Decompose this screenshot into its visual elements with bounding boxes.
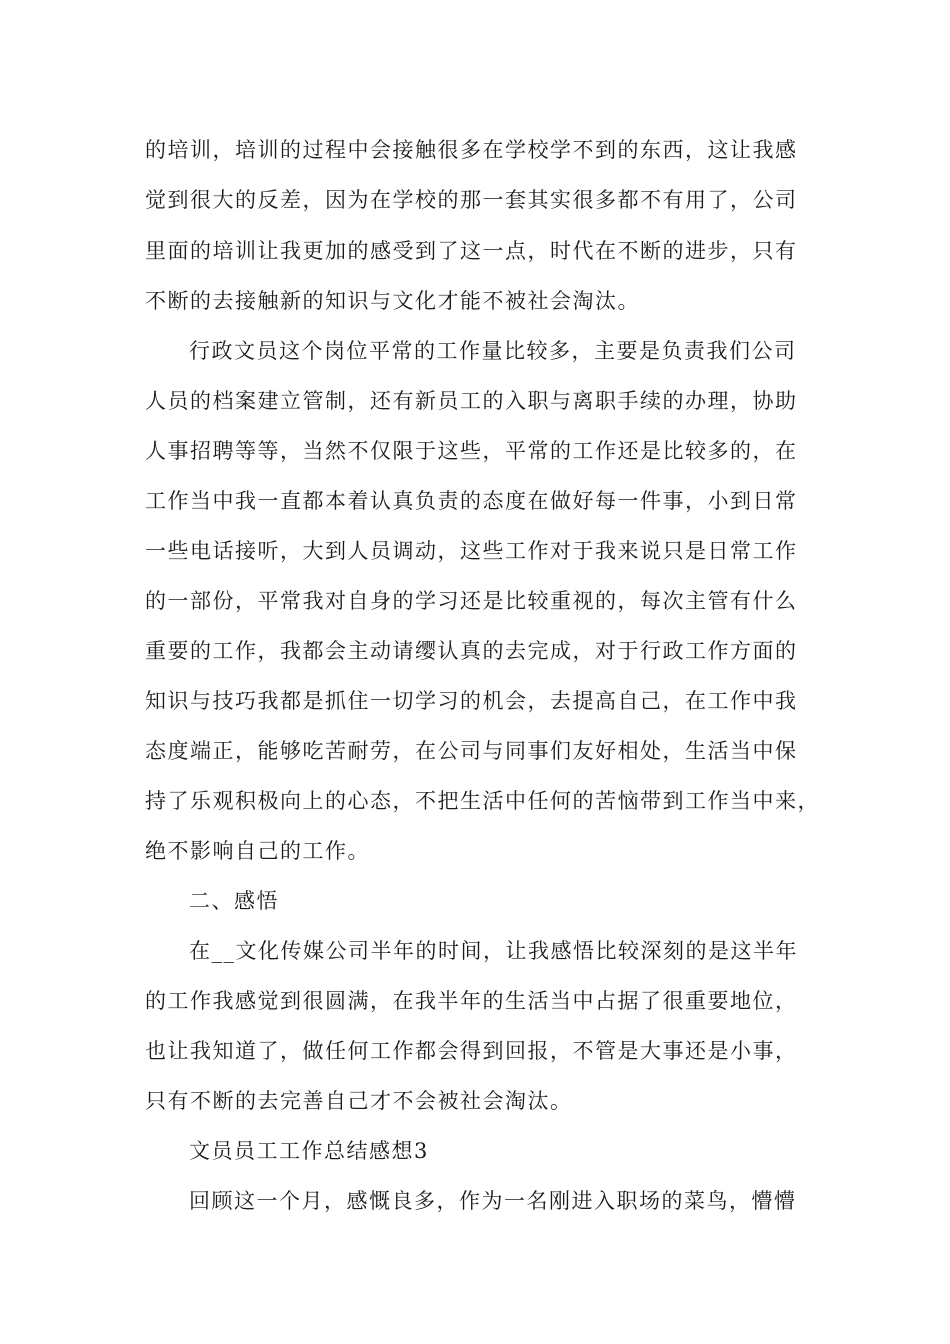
article-title: 文员员工工作总结感想3 xyxy=(189,1139,429,1163)
paragraph-line: 觉到很大的反差，因为在学校的那一套其实很多都不有用了，公司 xyxy=(145,188,798,212)
paragraph-line: 只有不断的去完善自己才不会被社会淘汰。 xyxy=(145,1089,573,1113)
paragraph-line: 回顾这一个月，感慨良多，作为一名刚进入职场的菜鸟，懵懵 xyxy=(189,1189,797,1213)
paragraph-line: 人员的档案建立管制，还有新员工的入职与离职手续的办理，协助 xyxy=(145,389,798,413)
paragraph-line: 的培训，培训的过程中会接触很多在学校学不到的东西，这让我感 xyxy=(145,138,798,162)
paragraph-line: 工作当中我一直都本着认真负责的态度在做好每一件事，小到日常 xyxy=(145,489,798,513)
paragraph-line: 的工作我感觉到很圆满，在我半年的生活当中占据了很重要地位， xyxy=(145,989,798,1013)
paragraph-line: 人事招聘等等，当然不仅限于这些，平常的工作还是比较多的，在 xyxy=(145,439,798,463)
paragraph-line: 持了乐观积极向上的心态，不把生活中任何的苦恼带到工作当中来， xyxy=(145,789,820,813)
paragraph-line: 知识与技巧我都是抓住一切学习的机会，去提高自己，在工作中我 xyxy=(145,689,798,713)
paragraph-line: 重要的工作，我都会主动请缨认真的去完成，对于行政工作方面的 xyxy=(145,639,798,663)
section-heading: 二、感悟 xyxy=(189,889,279,913)
paragraph-line: 绝不影响自己的工作。 xyxy=(145,839,370,863)
paragraph-line: 不断的去接触新的知识与文化才能不被社会淘汰。 xyxy=(145,289,640,313)
paragraph-line: 里面的培训让我更加的感受到了这一点，时代在不断的进步，只有 xyxy=(145,239,798,263)
paragraph-line: 行政文员这个岗位平常的工作量比较多，主要是负责我们公司 xyxy=(189,339,797,363)
paragraph-line: 在__文化传媒公司半年的时间，让我感悟比较深刻的是这半年 xyxy=(189,939,798,963)
paragraph-line: 的一部份，平常我对自身的学习还是比较重视的，每次主管有什么 xyxy=(145,589,798,613)
paragraph-line: 一些电话接听，大到人员调动，这些工作对于我来说只是日常工作 xyxy=(145,539,798,563)
paragraph-line: 也让我知道了，做任何工作都会得到回报，不管是大事还是小事， xyxy=(145,1039,798,1063)
paragraph-line: 态度端正，能够吃苦耐劳，在公司与同事们友好相处，生活当中保 xyxy=(145,739,798,763)
